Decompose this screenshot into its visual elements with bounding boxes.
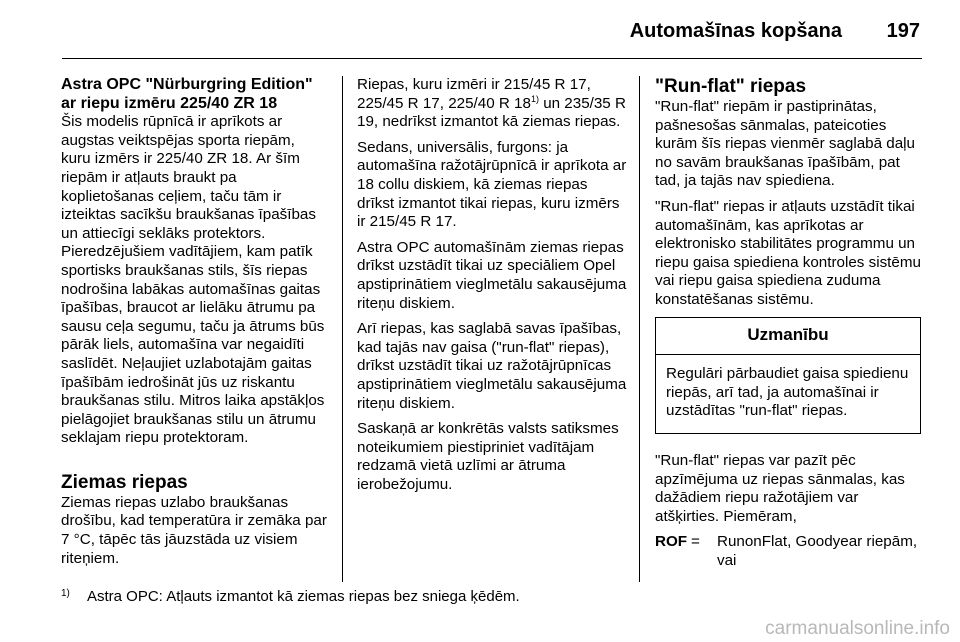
- paragraph-runflat-requirements: "Run-flat" riepas ir atļauts uzstādīt tikai automašīnām, kas aprīkotas ar elektronisko stabilitātes programmu un riepu gaisa spiediena kontroles sistēmu vai riepu gaisa spiediena zuduma konstatēšanas sistēmu.: [655, 197, 921, 308]
- column-middle: [357, 76, 627, 501]
- paragraph-speed-sticker: Saskaņā ar konkrētās valsts satiksmes noteikumiem piestipriniet vadītājam redzamā vietā uzlīmi ar ātruma ierobežojumu.: [357, 420, 619, 493]
- paragraph-runflat-winter: Arī riepas, kas saglabā savas īpašības, kad tajās nav gaisa ("run-flat" riepas), drīkst uzstādīt tikai uz ražotājrūpnīcas apstiprinātiem vieglmetālu sakausējuma riteņu diskiem.: [357, 320, 627, 412]
- footnote-text: Astra OPC: Atļauts izmantot kā ziemas riepas bez sniega ķēdēm.: [87, 588, 520, 605]
- footnote-reference: 1): [530, 93, 539, 104]
- column-divider-2: [639, 76, 640, 582]
- page-header: [0, 0, 960, 62]
- marking-equals: =: [691, 533, 700, 551]
- column-left: [61, 76, 327, 575]
- heading-runflat: "Run-flat" riepas: [655, 76, 807, 97]
- warning-body: [656, 355, 920, 433]
- column-divider-1: [342, 76, 343, 582]
- section-title: Automašīnas kopšana: [629, 20, 842, 42]
- paragraph-runflat-marking: "Run-flat" riepas var pazīt pēc apzīmējuma uz riepas sānmalas, kas dažādiem riepu ražotājiem var atšķirties. Piemēram,: [655, 451, 905, 525]
- warning-title: Uzmanību: [656, 318, 920, 356]
- marking-code: ROF: [655, 533, 688, 551]
- footnote-mark: 1): [61, 588, 70, 599]
- paragraph-sedan: Sedans, universālis, furgons: ja automašīna ražotājrūpnīcā ir aprīkota ar 18 collu diskiem, kā ziemas riepas drīkst izmantot tikai riepas, kuru izmērs ir 215/45 R 17.: [357, 138, 627, 231]
- watermark: carmanualsonline.info: [765, 618, 950, 639]
- column-right: [655, 76, 923, 570]
- paragraph-winter-tyres: Ziemas riepas uzlabo braukšanas drošību, kad temperatūra ir zemāka par 7 °C, tāpēc tās jāuzstāda uz visiem riteņiem.: [61, 493, 327, 567]
- footnote: [61, 588, 520, 606]
- paragraph-runflat-intro: "Run-flat" riepām ir pastiprinātas, pašnesošas sānmalas, pateicoties kurām šīs riepas vienmēr saglabā daļu no savām braukšanas īpašībām, pat tad, ja tajās nav spiediena.: [655, 98, 915, 190]
- heading-opc-tyres: Astra OPC "Nürburgring Edition" ar riepu izmēru 225/40 ZR 18: [61, 76, 313, 112]
- header-divider: [62, 58, 922, 59]
- page-number: 197: [886, 20, 920, 42]
- marking-list-item: [655, 533, 923, 570]
- warning-box: [655, 317, 921, 434]
- paragraph-opc-winter: Astra OPC automašīnām ziemas riepas drīkst uzstādīt tikai uz speciāliem Opel apstiprinātiem vieglmetālu sakausējuma riteņu diskiem.: [357, 238, 627, 312]
- heading-winter-tyres: Ziemas riepas: [61, 471, 188, 493]
- paragraph-opc-tyres: Šis modelis rūpnīcā ir aprīkots ar augstas veiktspējas sporta riepām, kuru izmērs ir 225/40 ZR 18. Ar šīm riepām ir atļauts braukt pa koplietošanas ceļiem, taču tām ir izteiktas sacīkšu braukšanas īpašības un attiecīgi seklāks protektors. Pieredzējušiem vadītājiem, kam patīk sportisks braukšanas stils, šīs riepas nodrošina labākas automašīnas gaitas īpašības, braucot ar lielāku ātrumu pa sausu ceļa segumu, taču ja ātrums būs pārāk liels, automašīna var negaidīti saslīdēt. Neļaujiet uzlabotajām gaitas īpašībām iedrošināt jūs uz riskantu braukšanas stilu. Mitros laika apstākļos pielāgojiet braukšanas stilu un ātrumu seklajam riepu protektoram.: [61, 113, 325, 447]
- marking-description: RunonFlat, Goodyear riepām, vai: [717, 533, 918, 569]
- warning-text: Regulāri pārbaudiet gaisa spiedienu riepās, arī tad, ja automašīnai ir uzstādītas "run-flat" riepas.: [666, 365, 909, 420]
- paragraph-forbidden-sizes: Riepas, kuru izmēri ir 215/45 R 17, 225/45 R 17, 225/40 R 18$^{1)}$ un 235/35 R 19, nedrīkst izmantot kā ziemas riepas.: [357, 76, 626, 131]
